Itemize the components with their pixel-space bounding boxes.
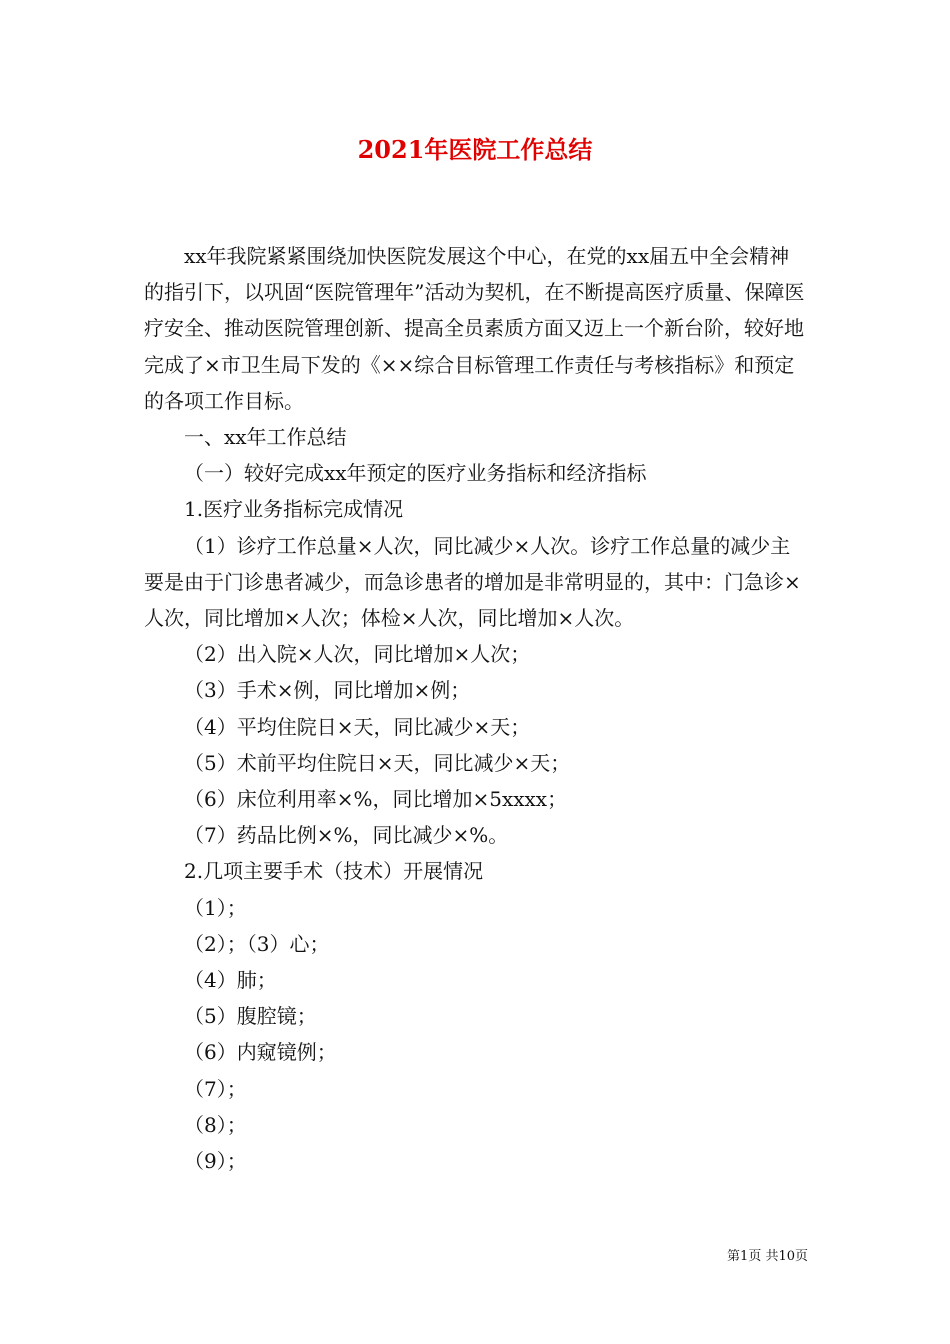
list-item: （1）诊疗工作总量×人次，同比减少×人次。诊疗工作总量的减少主要是由于门诊患者减少，而急诊患者的增加是非常明显的，其中：门急诊×人次，同比增加×人次；体检×人次，同比增加×人次。 (144, 533, 801, 631)
list-item: （9）； (184, 1149, 247, 1174)
subsection-heading-1: （一）较好完成xx年预定的医疗业务指标和经济指标 (184, 461, 647, 486)
list-item: （2）出入院×人次，同比增加×人次； (184, 642, 531, 667)
page-number-footer: 第1页 共10页 (727, 1249, 808, 1264)
list-item: （6）床位利用率×%，同比增加×5xxxx； (184, 787, 568, 812)
list-item: （5）腹腔镜； (184, 1004, 317, 1029)
list-item: （5）术前平均住院日×天，同比减少×天； (184, 750, 571, 775)
paragraph-intro: xx年我院紧紧围绕加快医院发展这个中心，在党的xx届五中全会精神的指引下，以巩固“医院管理年”活动为契机，在不断提高医疗质量、保障医疗安全、推动医院管理创新、提高全员素质方面又迈上一个新台阶，较好地完成了×市卫生局下发的《××综合目标管理工作责任与考核指标》和预定的各项工作目标。 (144, 244, 805, 413)
document-body (144, 238, 808, 1179)
list-item: （2）；（3）心； (184, 931, 330, 956)
list-item: （8）； (184, 1112, 247, 1137)
list-item: （4）平均住院日×天，同比减少×天； (184, 714, 531, 739)
list-item: （7）药品比例×%，同比减少×%。 (184, 823, 509, 848)
list-item: （4）肺； (184, 968, 277, 993)
item-heading-1: 1.医疗业务指标完成情况 (184, 497, 404, 522)
list-item: （7）； (184, 1076, 247, 1101)
document-title: 2021年医院工作总结 (357, 135, 593, 164)
list-item: （3）手术×例，同比增加×例； (184, 678, 471, 703)
item-heading-2: 2.几项主要手术（技术）开展情况 (184, 859, 484, 884)
section-heading-1: 一、xx年工作总结 (184, 425, 347, 450)
list-item: （1）； (184, 895, 247, 920)
list-item: （6）内窥镜例； (184, 1040, 337, 1065)
